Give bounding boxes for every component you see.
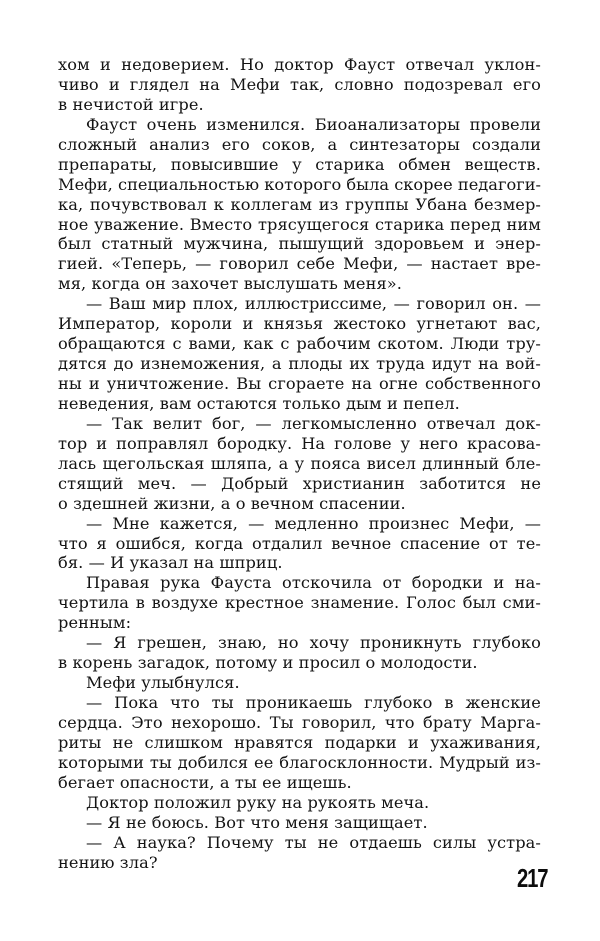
- text-line: Доктор положил руку на рукоять меча.: [86, 792, 430, 812]
- text-line: чиво и глядел на Мефи так, словно подозревал его: [58, 74, 541, 94]
- text-line: бегает опасности, а ты ее ищешь.: [58, 772, 352, 792]
- text-line: лась щегольская шляпа, а у пояса висел длинный бле-: [58, 453, 541, 473]
- text-line: препараты, повысившие у старика обмен веществ.: [58, 154, 541, 174]
- text-line: — Ваш мир плох, иллюстриссиме, — говорил он. —: [86, 294, 541, 314]
- text-line: что я ошибся, когда отдалил вечное спасение от те-: [58, 533, 541, 553]
- text-line: сложный анализ его соков, а синтезаторы создали: [58, 134, 541, 154]
- text-line: чертила в воздухе крестное знамение. Голос был сми-: [58, 593, 541, 613]
- text-line: нению зла?: [58, 852, 158, 872]
- text-line: Правая рука Фауста отскочила от бородки и на-: [86, 573, 541, 593]
- text-line: тор и поправлял бородку. На голове у него красова-: [58, 433, 541, 453]
- text-line: Император, короли и князья жестоко угнетают вас,: [58, 314, 541, 334]
- text-line: — А наука? Почему ты не отдаешь силы устра-: [86, 832, 541, 852]
- text-line: стящий меч. — Добрый христианин заботится не: [58, 473, 541, 493]
- text-line: хом и недоверием. Но доктор Фауст отвечал уклон-: [58, 55, 541, 74]
- text-line: — Я грешен, знаю, но хочу проникнуть глубоко: [86, 633, 541, 653]
- text-line: ны и уничтожение. Вы сгораете на огне собственного: [58, 374, 541, 393]
- text-line: мя, когда он захочет выслушать меня».: [58, 274, 403, 294]
- text-line: в нечистой игре.: [58, 94, 204, 114]
- text-line: бя. — И указал на шприц.: [58, 553, 283, 573]
- text-line: Мефи улыбнулся.: [86, 673, 240, 693]
- text-line: риты не слишком нравятся подарки и ухаживания,: [58, 732, 541, 752]
- text-line: сердца. Это нехорошо. Ты говорил, что брату Марга-: [58, 712, 541, 732]
- text-line: — Я не боюсь. Вот что меня защищает.: [86, 812, 428, 832]
- text-line: неведения, вам остаются только дым и пепел.: [58, 393, 460, 413]
- text-line: ка, почувствовал к коллегам из группы Убана безмер-: [58, 194, 541, 214]
- text-line: о здешней жизни, а о вечном спасении.: [58, 493, 406, 513]
- text-line: был статный мужчина, пышущий здоровьем и энер-: [58, 234, 541, 254]
- text-line: Мефи, специальностью которого была скорее педагоги-: [58, 174, 541, 194]
- text-line: дятся до изнеможения, а плоды их труда идут на вой-: [58, 354, 541, 374]
- text-line: ное уважение. Вместо трясущегося старика перед ним: [58, 214, 541, 234]
- text-line: которыми ты добился ее благосклонности. Мудрый из-: [58, 752, 541, 772]
- text-line: ренным:: [58, 613, 132, 633]
- text-line: Фауст очень изменился. Биоанализаторы провели: [86, 114, 541, 134]
- text-line: — Так велит бог, — легкомысленно отвечал док-: [86, 413, 541, 433]
- text-line: — Мне кажется, — медленно произнес Мефи, —: [86, 513, 541, 533]
- text-line: гией. «Теперь, — говорил себе Мефи, — настает вре-: [58, 254, 541, 274]
- text-line: — Пока что ты проникаешь глубоко в женские: [86, 693, 541, 712]
- text-line: в корень загадок, потому и просил о молодости.: [58, 653, 478, 673]
- page-number: 217: [517, 863, 548, 893]
- body-text: [58, 55, 541, 872]
- text-line: обращаются с вами, как с рабочим скотом. Люди тру-: [58, 334, 541, 354]
